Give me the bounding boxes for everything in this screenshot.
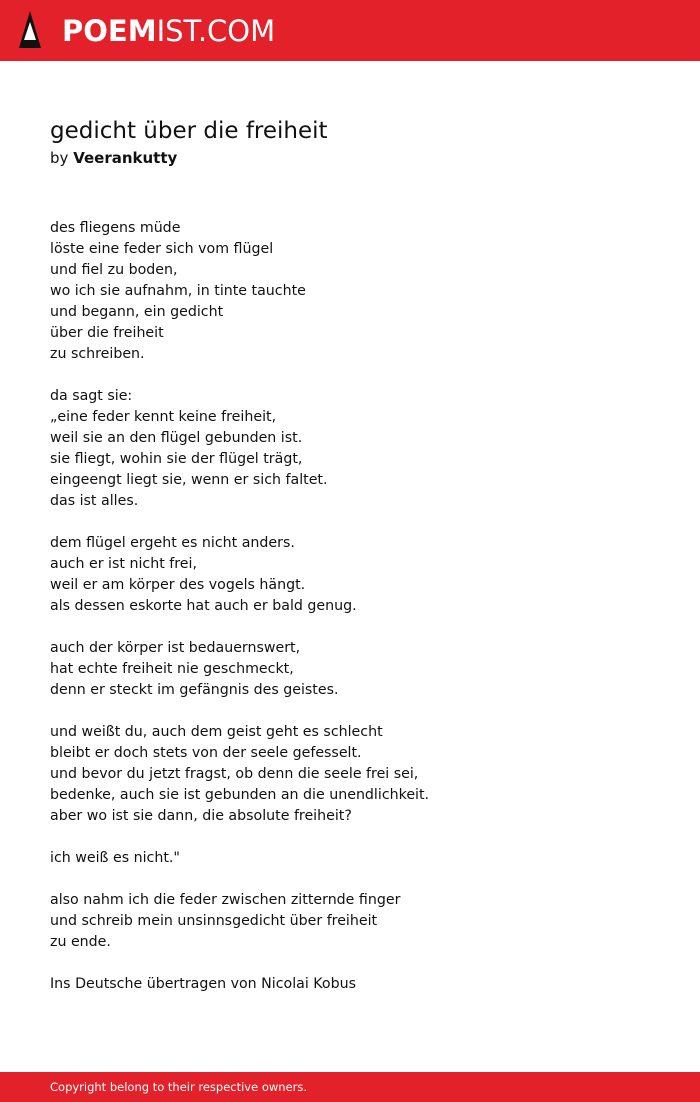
- poem-line: bleibt er doch stets von der seele gefesselt.: [50, 745, 362, 761]
- byline: [50, 148, 177, 169]
- poem-line: und begann, ein gedicht: [50, 304, 224, 320]
- poem-line: hat echte freiheit nie geschmeckt,: [50, 661, 294, 677]
- poem-line: und weißt du, auch dem geist geht es schlecht: [50, 724, 383, 740]
- site-footer: [0, 1072, 700, 1102]
- pencil-tip-icon: [18, 10, 42, 50]
- poem-line: des fliegens müde: [50, 220, 181, 236]
- poem-line: also nahm ich die feder zwischen zitternde finger: [50, 892, 401, 908]
- poem-line: auch er ist nicht frei,: [50, 556, 197, 572]
- poem-line: Ins Deutsche übertragen von Nicolai Kobus: [50, 976, 356, 992]
- poem-line: bedenke, auch sie ist gebunden an die unendlichkeit.: [50, 787, 430, 803]
- poem-line: zu ende.: [50, 934, 111, 950]
- poem-line: da sagt sie:: [50, 388, 133, 404]
- poem-line: wo ich sie aufnahm, in tinte tauchte: [50, 283, 306, 299]
- author-name[interactable]: Veerankutty: [73, 149, 178, 167]
- poem-stanza: [50, 533, 650, 617]
- poem-stanza: [50, 722, 650, 827]
- poem-line: sie fliegt, wohin sie der flügel trägt,: [50, 451, 303, 467]
- site-logo[interactable]: [62, 11, 275, 51]
- poem-line: ich weiß es nicht.": [50, 850, 180, 866]
- poem-stanza: [50, 974, 650, 995]
- by-label: by: [50, 149, 69, 167]
- poem-line: über die freiheit: [50, 325, 164, 341]
- poem-line: dem flügel ergeht es nicht anders.: [50, 535, 295, 551]
- poem-line: eingeengt liegt sie, wenn er sich faltet.: [50, 472, 328, 488]
- site-header: [0, 0, 700, 61]
- poem-line: zu schreiben.: [50, 346, 145, 362]
- logo-light-text: IST.COM: [156, 14, 276, 48]
- poem-title: gedicht über die freiheit: [50, 118, 328, 144]
- poem-line: aber wo ist sie dann, die absolute freiheit?: [50, 808, 352, 824]
- poem-stanza: [50, 638, 650, 701]
- poem-line: und schreib mein unsinnsgedicht über freiheit: [50, 913, 378, 929]
- poem-line: auch der körper ist bedauernswert,: [50, 640, 301, 656]
- poem-line: löste eine feder sich vom flügel: [50, 241, 274, 257]
- poem-stanza: [50, 386, 650, 512]
- poem-line: weil er am körper des vogels hängt.: [50, 577, 306, 593]
- poem-line: denn er steckt im gefängnis des geistes.: [50, 682, 339, 698]
- logo-bold-text: POEM: [62, 14, 157, 48]
- poem-line: weil sie an den flügel gebunden ist.: [50, 430, 303, 446]
- poem-line: und fiel zu boden,: [50, 262, 178, 278]
- poem-body: [50, 218, 650, 1016]
- poem-line: und bevor du jetzt fragst, ob denn die seele frei sei,: [50, 766, 419, 782]
- poem-stanza: [50, 890, 650, 953]
- poem-stanza: [50, 218, 650, 365]
- copyright-text: Copyright belong to their respective owners.: [50, 1080, 308, 1094]
- poem-line: als dessen eskorte hat auch er bald genug.: [50, 598, 357, 614]
- poem-line: „eine feder kennt keine freiheit,: [50, 409, 277, 425]
- poem-stanza: [50, 848, 650, 869]
- poem-line: das ist alles.: [50, 493, 139, 509]
